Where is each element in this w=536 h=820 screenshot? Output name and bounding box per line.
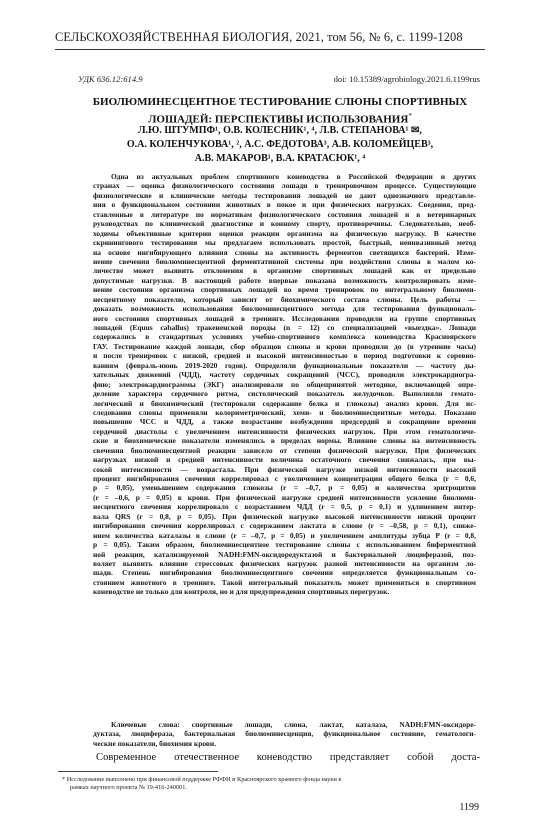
abstract-line: странах — оценка физиологического состояния лошади в тренировочном процессе. Существующие: [93, 181, 476, 191]
abstract-line: содержались в стандартных условиях учебно-спортивного комплекса коневодства Красноярского: [93, 332, 476, 342]
keywords-line: дуктаза, люцифераза, бактериальная биолюминесценция, функциональное состояние, гематологи-: [93, 729, 476, 739]
abstract-line: несцентному показателю, который зависит от биохимического состава слюны. Цель работы —: [93, 294, 476, 304]
abstract-line: хательных движений (ЧДД), частоту сердечных сокращений (ЧСС), проводили электрокардиогра-: [93, 370, 476, 380]
page-number: 1199: [459, 802, 479, 813]
footnote-line-2: рамках научного проекта № 19-416-240001.: [70, 784, 187, 792]
doi[interactable]: doi: 10.15389/agrobiology.2021.6.1199rus: [333, 74, 480, 84]
abstract-line: и после тренировок с низкой, средней и высокой интенсивностью в период подготовки к соревно-: [93, 351, 476, 361]
authors-line-3: А.В. МАКАРОВ¹, В.А. КРАТАСЮК¹, ⁴: [194, 153, 366, 164]
author-list: [70, 124, 490, 166]
abstract-line: ингибирования свечения коррелировал с содержанием лактата в слюне (r = –0,58, p = 0,1), сниже-: [93, 521, 476, 531]
abstract-line: доказать возможность использования биолюминесцентного метода для тестирования функциональ-: [93, 304, 476, 314]
abstract-line: нагрузках низкой и средней интенсивности величина остаточного свечения снижалась, при вы-: [93, 455, 476, 465]
abstract-line: скринингового тестирования мы предлагаем использовать простой, быстрый, неинвазивный метод: [93, 238, 476, 248]
abstract-line: физиологические и клинические методы тестирования лошадей не дают однозначного представле-: [93, 190, 476, 200]
body-first-line: Современное отечественное коневодство представляет собой доста-: [96, 752, 480, 763]
journal-header: СЕЛЬСКОХОЗЯЙСТВЕННАЯ БИОЛОГИЯ, 2021, том 56, № 6, с. 1199-1208: [55, 30, 463, 44]
abstract-line: нение состояния организма спортивных лошадей во время тренировок по интегральному биолюми-: [93, 285, 476, 295]
article-title: [70, 95, 490, 127]
authors-line-1: Л.Ю. ШТУМПФ¹, О.В. КОЛЕСНИК¹, ⁴, Л.В. СТЕПАНОВА¹ ✉,: [138, 125, 422, 136]
abstract-line: ходимы объективные критерии оценки реакции организма на физическую нагрузку. В качестве: [93, 228, 476, 238]
footnote-line-1: * Исследование выполнено при финансовой поддержке РФФИ и Красноярского краевого фонда науки в: [62, 776, 342, 783]
abstract-line: вала QRS (r = 0,8, p = 0,05). При физической нагрузке высокой интенсивности низкий процент: [93, 511, 476, 521]
abstract-line: p = 0,05). Таким образом, биолюминесцентное тестирование слюны с использованием биферментной: [93, 540, 476, 550]
abstract: [93, 172, 476, 597]
keywords: [93, 720, 476, 748]
abstract-line: ваниям (февраль-июнь 2019-2020 годов). Определяли функциональные показатели — частоту ды-: [93, 360, 476, 370]
abstract-line: (r = –0,6, p = 0,05) в крови. При физической нагрузке средней интенсивности усиление биолюми-: [93, 492, 476, 502]
abstract-line: p = 0,05), уменьшением содержания глюкозы (r = –0,7, p = 0,05) и количества эритроцитов: [93, 483, 476, 493]
abstract-line: ставленные в литературе по нормативам физиологического состояния лошадей и в ветеринарных: [93, 209, 476, 219]
abstract-line: повышение ЧСС и ЧДД, а также возрастание возбуждения предсердий и сокращение времени: [93, 417, 476, 427]
abstract-line: процент ингибирования свечения коррелировал с увеличением концентрации общего белка (r = 0,6,: [93, 474, 476, 483]
abstract-line: свечения биолюминесцентной реакции зависело от степени физической нагрузки. При физических: [93, 445, 476, 455]
abstract-line: ния о функциональном состоянии животных в покое и при физических нагрузках. Сведения, пред-: [93, 200, 476, 210]
footnote-rule: [58, 771, 218, 772]
abstract-line: личестве может выявить отклонения в организме спортивных лошадей как от предельно: [93, 266, 476, 276]
title-line-2-text: ЛОШАДЕЙ: ПЕРСПЕКТИВЫ ИСПОЛЬЗОВАНИЯ: [148, 113, 409, 126]
title-footnote-marker[interactable]: *: [408, 112, 412, 120]
abstract-line: ские и биохимические показатели изменялись в пределах нормы. Влияние слюны на интенсивность: [93, 436, 476, 446]
abstract-line: сокой интенсивности — возрастала. При физической нагрузке низкой интенсивности высокий: [93, 464, 476, 474]
abstract-line: Одна из актуальных проблем спортивного коневодства в Российской Федерации и других: [111, 172, 476, 181]
abstract-line: руководствах по клинической диагностике и конному спорту, противоречивы. Следовательно, необ-: [93, 219, 476, 229]
abstract-line: лошадей (Equus caballus) тракененской породы (n = 12) со специализацией «выездка». Лошади: [93, 323, 476, 332]
abstract-line: шади. Степень ингибирования биолюминесцентного свечения определяется функциональным со-: [93, 568, 476, 578]
abstract-line: на основе ингибирующего влияния слюны на активность ферментов светящихся бактерий. Изме-: [93, 247, 476, 257]
title-line-1: БИОЛЮМИНЕСЦЕНТНОЕ ТЕСТИРОВАНИЕ СЛЮНЫ СПОРТИВНЫХ: [92, 96, 468, 108]
udc-code: УДК 636.12:614.9: [78, 74, 143, 84]
abstract-line: несцентного свечения коррелировало с возрастанием ЧДД (r = 0,5, p = 0,1) и удлинением интер-: [93, 502, 476, 512]
abstract-line: ГАУ. Тестирование каждой лошади, сбор образцов слюны и крови проводили до (в утренние часы): [93, 341, 476, 351]
abstract-line: логический и биохимический (тестировали содержание белка и глюкозы) анализ крови. Для ис-: [93, 398, 476, 408]
abstract-line: воляет выявить влияние стрессовых физических нагрузок разной интенсивности на организм ло-: [93, 558, 476, 568]
abstract-line: допустимые нагрузки. В настоящей работе впервые показана возможность контролировать изме-: [93, 275, 476, 285]
keywords-line: Ключевые слова: спортивные лошади, слюна, лактат, каталаза, NADH:FMN-оксидоре-: [111, 720, 476, 729]
abstract-line: деление характера сердечного ритма, систолический показатель желудочков. Выполняли гемато-: [93, 389, 476, 399]
abstract-line: ного состояния спортивных лошадей в тренинге. Исследования проводили на группе спортивных: [93, 313, 476, 323]
abstract-line: коневодстве не только для контроля, но и для предупреждения спортивных перегрузок.: [93, 587, 390, 597]
header-rule: [55, 49, 485, 50]
abstract-line: стоянием животного в тренинге. Такой интегральный показатель может применяться в спортивном: [93, 577, 476, 587]
authors-line-2: О.А. КОЛЕНЧУКОВА¹, ², А.С. ФЕДОТОВА³, А.В. КОЛОМЕЙЦЕВ³,: [126, 139, 434, 150]
abstract-line: следования слюны применяли колориметрический, хеми- и биолюминесцентные методы. Показано: [93, 407, 476, 417]
keywords-line: ческие показатели, биохимия крови.: [93, 738, 217, 748]
abstract-line: фию; электрокардиограммы (ЭКГ) анализировали по общепринятой методике, включающей опре-: [93, 379, 476, 389]
abstract-line: сердечной диастолы с увеличением интенсивности физических нагрузок. При этом гематологиче-: [93, 426, 476, 436]
abstract-line: нием количества каталазы в слюне (r = –0,7, p = 0,05) и увеличением амплитуды зубца P (r = 0,8,: [93, 530, 476, 540]
abstract-line: ной реакции, катализируемой NADH:FMN-оксидоредуктазой и бактериальной люциферазой, поз-: [93, 549, 476, 559]
abstract-line: нение свечения биолюминесцентной ферментативной системы при воздействии слюны в малом ко-: [93, 256, 476, 266]
footnote: [62, 776, 482, 792]
